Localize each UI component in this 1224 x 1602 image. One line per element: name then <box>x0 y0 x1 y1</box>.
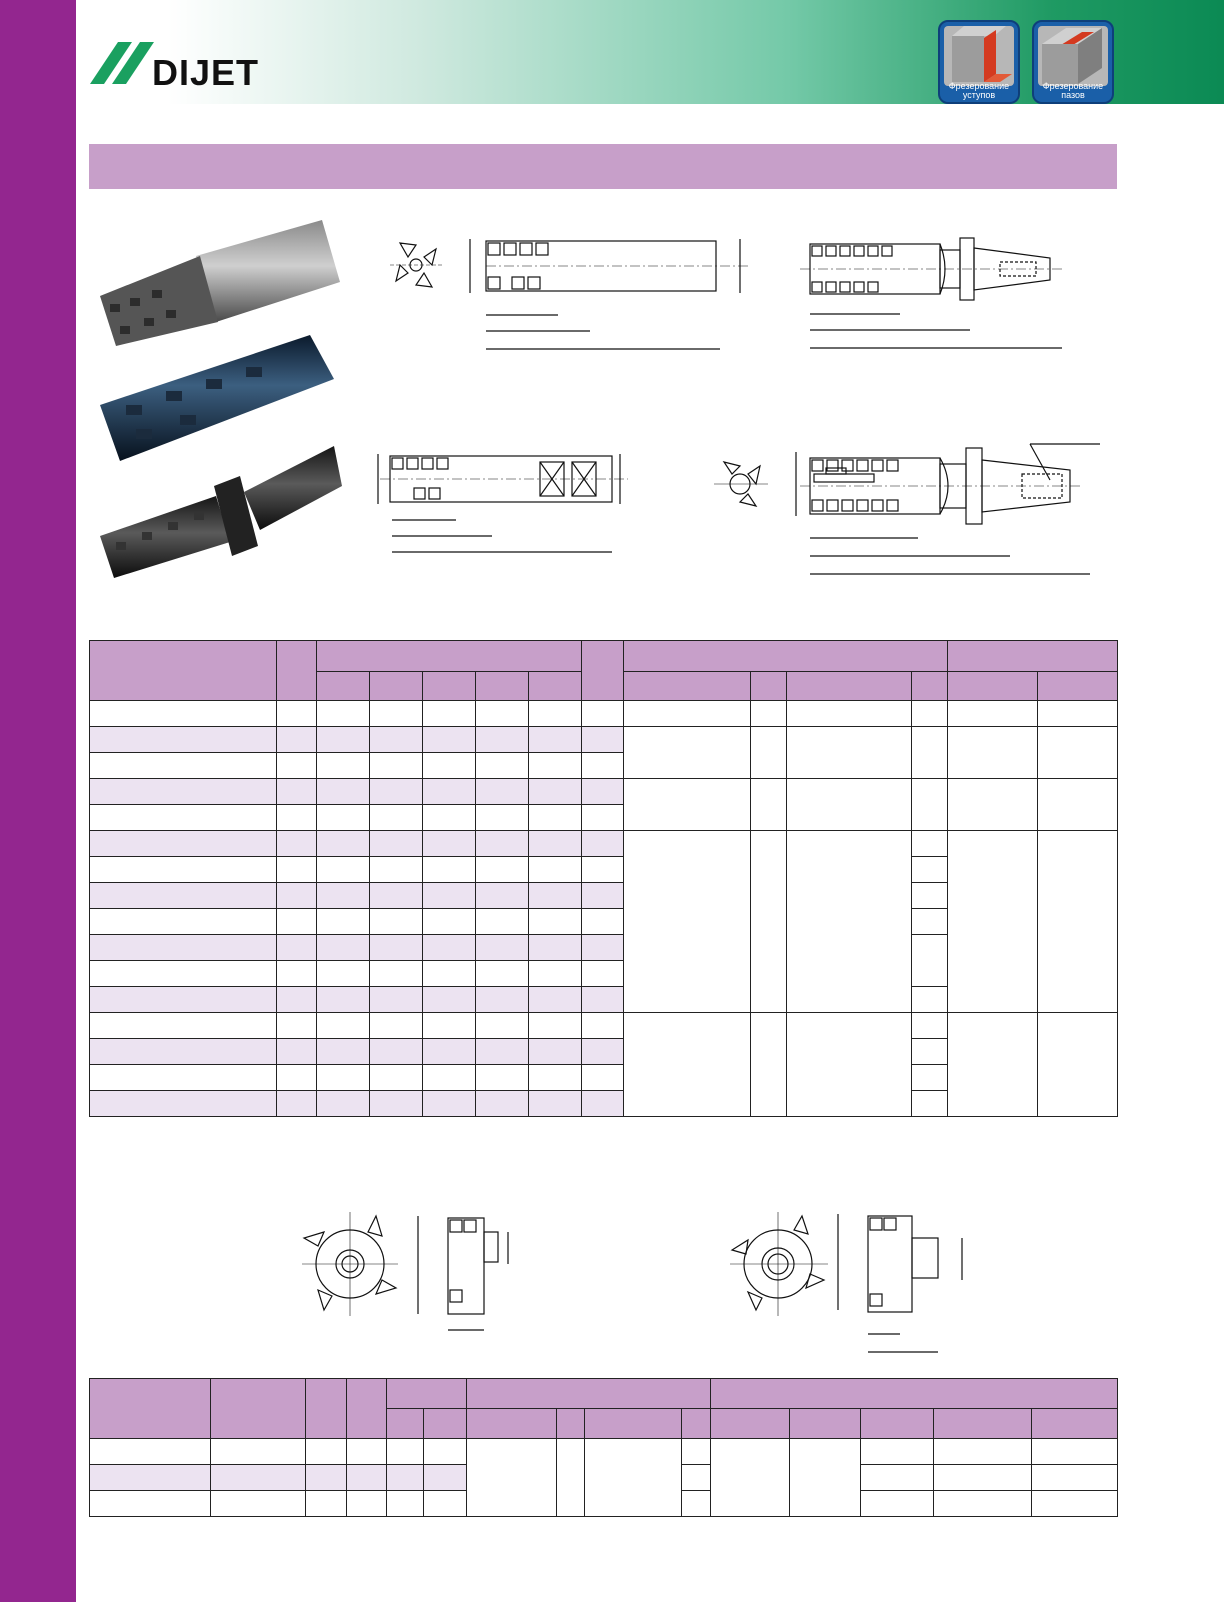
straight-shank-cutter-drawing <box>390 235 770 365</box>
shell-cutter-drawing-2 <box>728 1210 988 1360</box>
table-row <box>90 727 1118 753</box>
bt-shank-cutter-drawing <box>800 232 1070 364</box>
header-cell <box>387 1379 467 1409</box>
logo-text: DIJET <box>152 52 260 93</box>
shell-cutter-drawing-1 <box>298 1210 518 1342</box>
badge-label-2: уступов <box>962 90 996 100</box>
header-cell <box>347 1379 387 1439</box>
spec-table-1 <box>89 640 1118 1117</box>
table-row <box>90 1439 1118 1465</box>
header-cell <box>711 1379 1118 1409</box>
bt-shank-coolant-cutter-drawing <box>710 440 1110 590</box>
table-row <box>90 701 1118 727</box>
header-cell <box>467 1379 711 1409</box>
header-cell <box>277 641 317 701</box>
badge-label-1: Фрезерование <box>1042 81 1104 91</box>
flatted-shank-cutter-drawing <box>370 448 640 566</box>
header-cell <box>582 641 624 701</box>
title-bar <box>89 144 1117 189</box>
header-cell <box>317 641 582 672</box>
header-cell <box>90 1379 211 1439</box>
shoulder-milling-icon <box>944 26 1014 86</box>
header-cell <box>306 1379 347 1439</box>
table-row <box>90 779 1118 805</box>
bt-arbor-cutter-photo <box>96 446 346 580</box>
header-cell <box>211 1379 306 1439</box>
badge-label-1: Фрезерование <box>948 81 1010 91</box>
slot-milling-icon <box>1038 26 1108 86</box>
side-band <box>0 0 76 1602</box>
header-cell <box>624 641 948 672</box>
header-cell <box>90 641 277 701</box>
spec-table-2 <box>89 1378 1118 1517</box>
table-row <box>90 831 1118 857</box>
badge-label-2: пазов <box>1061 90 1085 100</box>
slot-milling-badge <box>1032 20 1114 104</box>
header-cell <box>948 641 1118 672</box>
shoulder-milling-badge <box>938 20 1020 104</box>
table-row <box>90 1013 1118 1039</box>
